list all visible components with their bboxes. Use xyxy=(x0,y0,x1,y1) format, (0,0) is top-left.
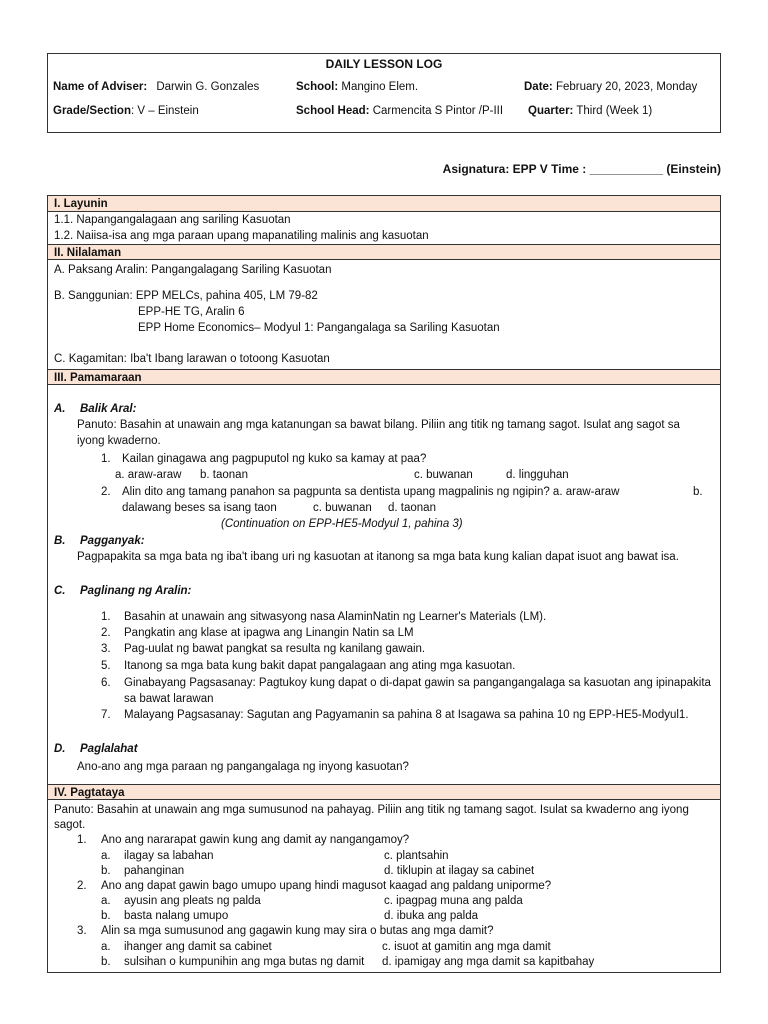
choice-letter: b. xyxy=(101,956,111,968)
section-nilalaman-header: II. Nilalaman xyxy=(48,244,720,260)
paglinang-item-number: 2. xyxy=(101,627,111,639)
balik-aral-q2-number: 2. xyxy=(101,486,111,498)
paksang-aralin: A. Paksang Aralin: Pangangalagang Sariling Kasuotan xyxy=(54,264,332,276)
balik-aral-q2-c: c. buwanan xyxy=(313,502,372,514)
paglalahat-text: Ano-ano ang mga paraan ng pangangalaga ng inyong kasuotan? xyxy=(77,761,409,773)
balik-aral-q2-b-letter: b. xyxy=(693,486,703,498)
school-head-label: School Head: xyxy=(296,105,370,117)
pagtataya-q1-a: ilagay sa labahan xyxy=(124,850,214,862)
paglinang-item-number: 1. xyxy=(101,611,111,623)
date-label: Date: xyxy=(524,81,553,93)
pagtataya-q3-d: d. ipamigay ang mga damit sa kapitbahay xyxy=(382,956,595,968)
pagtataya-q2-c: c. ipagpag muna ang palda xyxy=(384,895,523,907)
section-pagtataya-header: IV. Pagtataya xyxy=(48,784,720,800)
balik-aral-q2-b: dalawang beses sa isang taon xyxy=(122,502,277,514)
pagganyak-title: Pagganyak: xyxy=(80,535,145,547)
pagtataya-q1-c: c. plantsahin xyxy=(384,850,449,862)
choice-letter: a. xyxy=(101,850,111,862)
subject-line: Asignatura: EPP V Time : ___________ (Einstein) xyxy=(442,162,721,176)
paglalahat-letter: D. xyxy=(54,743,66,755)
balik-aral-q2-d: d. taonan xyxy=(388,502,436,514)
pagtataya-q1-b: pahanginan xyxy=(124,865,185,877)
pagtataya-panuto-1: Panuto: Basahin at unawain ang mga sumusunod na pahayag. Piliin ang titik ng tamang sagot. Isulat sa kwaderno ang iyong xyxy=(54,804,689,816)
school-value: Mangino Elem. xyxy=(341,81,419,93)
paglinang-item: Ginabayang Pagsasanay: Pagtukoy kung dapat o di-dapat gawin sa pangangangalaga sa kasuotan ang ipinapakita xyxy=(124,677,711,689)
pagtataya-q3-number: 3. xyxy=(77,925,87,937)
layunin-item-2: 1.2. Naiisa-isa ang mga paraan upang mapanatiling malinis ang kasuotan xyxy=(54,230,429,242)
paglinang-item-number: 7. xyxy=(101,709,111,721)
choice-letter: b. xyxy=(101,910,111,922)
grade-value: : V – Einstein xyxy=(130,105,199,117)
sanggunian-line-3: EPP Home Economics– Modyul 1: Pangangalaga sa Sariling Kasuotan xyxy=(138,322,500,334)
pagtataya-q2: Ano ang dapat gawin bago umupo upang hindi magusot kaagad ang paldang uniporme? xyxy=(101,880,552,892)
school-head-field xyxy=(296,105,503,117)
adviser-value: Darwin G. Gonzales xyxy=(156,81,260,93)
balik-aral-panuto-1: Panuto: Basahin at unawain ang mga katanungan sa bawat bilang. Piliin ang titik ng tamang sagot. Isulat ang sagot sa xyxy=(77,419,680,431)
balik-aral-title: Balik Aral: xyxy=(80,403,137,415)
school-head-value: Carmencita S Pintor /P-III xyxy=(372,105,504,117)
paglinang-item-number: 6. xyxy=(101,677,111,689)
balik-aral-panuto-2: iyong kwaderno. xyxy=(77,435,161,447)
pagtataya-q3-c: c. isuot at gamitin ang mga damit xyxy=(382,941,551,953)
date-value: February 20, 2023, Monday xyxy=(555,81,698,93)
lesson-body xyxy=(47,195,721,973)
pagtataya-q1-d: d. tiklupin at ilagay sa cabinet xyxy=(384,865,535,877)
pagtataya-q2-a: ayusin ang pleats ng palda xyxy=(124,895,261,907)
choice-letter: a. xyxy=(101,895,111,907)
balik-aral-q1: Kailan ginagawa ang pagpuputol ng kuko sa kamay at paa? xyxy=(122,453,427,465)
pagtataya-q2-d: d. ibuka ang palda xyxy=(384,910,478,922)
layunin-item-1: 1.1. Napangangalagaan ang sariling Kasuotan xyxy=(54,214,291,226)
choice-letter: a. xyxy=(101,941,111,953)
pagtataya-q2-number: 2. xyxy=(77,880,87,892)
school-field xyxy=(296,81,418,93)
paglinang-item: Malayang Pagsasanay: Sagutan ang Pagyamanin sa pahina 8 at Isagawa sa pahina 10 ng EPP-HE5-Modyul1. xyxy=(124,709,689,721)
date-field xyxy=(524,81,697,93)
paglinang-item-continuation: sa bawat larawan xyxy=(124,693,214,705)
section-pamamaraan-header: III. Pamamaraan xyxy=(48,369,720,385)
pagtataya-q1-number: 1. xyxy=(77,834,87,846)
paglinang-item-number: 5. xyxy=(101,660,111,672)
continuation-note: (Continuation on EPP-HE5-Modyul 1, pahina 3) xyxy=(221,518,463,530)
balik-aral-q1-c: c. buwanan xyxy=(414,469,473,481)
paglalahat-title: Paglalahat xyxy=(80,743,138,755)
header-box xyxy=(47,53,721,133)
paglinang-item: Basahin at unawain ang sitwasyong nasa AlaminNatin ng Learner's Materials (LM). xyxy=(124,611,547,623)
grade-label: Grade/Section xyxy=(53,105,131,117)
paglinang-title: Paglinang ng Aralin: xyxy=(80,585,192,597)
balik-aral-q1-d: d. lingguhan xyxy=(506,469,569,481)
balik-aral-q1-b: b. taonan xyxy=(200,469,248,481)
pagtataya-q1: Ano ang nararapat gawin kung ang damit ay nangangamoy? xyxy=(101,834,410,846)
balik-aral-q2: Alin dito ang tamang panahon sa pagpunta sa dentista upang magpalinis ng ngipin? a. araw-araw xyxy=(122,486,620,498)
pagtataya-q3: Alin sa mga sumusunod ang gagawin kung may sira o butas ang mga damit? xyxy=(101,925,494,937)
sanggunian-line-2: EPP-HE TG, Aralin 6 xyxy=(138,306,245,318)
pagganyak-letter: B. xyxy=(54,535,66,547)
page-title: DAILY LESSON LOG xyxy=(325,57,443,71)
balik-aral-q1-a: a. araw-araw xyxy=(115,469,182,481)
choice-letter: b. xyxy=(101,865,111,877)
paglinang-item: Pag-uulat ng bawat pangkat sa resulta ng kanilang gawain. xyxy=(124,643,426,655)
adviser-label: Name of Adviser: xyxy=(53,81,148,93)
pagtataya-panuto-2: sagot. xyxy=(54,819,86,831)
quarter-field xyxy=(528,105,652,117)
section-layunin-header: I. Layunin xyxy=(48,196,720,212)
pagtataya-q3-b: sulsihan o kumpunihin ang mga butas ng damit xyxy=(124,956,365,968)
paglinang-letter: C. xyxy=(54,585,66,597)
paglinang-item-number: 3. xyxy=(101,643,111,655)
pagtataya-q2-b: basta nalang umupo xyxy=(124,910,229,922)
pagtataya-q3-a: ihanger ang damit sa cabinet xyxy=(124,941,272,953)
kagamitan: C. Kagamitan: Iba't Ibang larawan o totoong Kasuotan xyxy=(54,353,330,365)
balik-aral-q1-number: 1. xyxy=(101,453,111,465)
quarter-value: Third (Week 1) xyxy=(576,105,653,117)
school-label: School: xyxy=(296,81,339,93)
sanggunian-line-1: B. Sanggunian: EPP MELCs, pahina 405, LM 79-82 xyxy=(54,290,318,302)
adviser-field xyxy=(53,81,259,93)
quarter-label: Quarter: xyxy=(528,105,574,117)
paglinang-item: Itanong sa mga bata kung bakit dapat pangalagaan ang ating mga kasuotan. xyxy=(124,660,516,672)
pagganyak-text: Pagpapakita sa mga bata ng iba't ibang uri ng kasuotan at itanong sa mga bata kung kalian dapat isuot ang bawat isa. xyxy=(77,551,679,563)
grade-field xyxy=(53,105,199,117)
paglinang-item: Pangkatin ang klase at ipagwa ang Linangin Natin sa LM xyxy=(124,627,414,639)
balik-aral-letter: A. xyxy=(54,403,66,415)
